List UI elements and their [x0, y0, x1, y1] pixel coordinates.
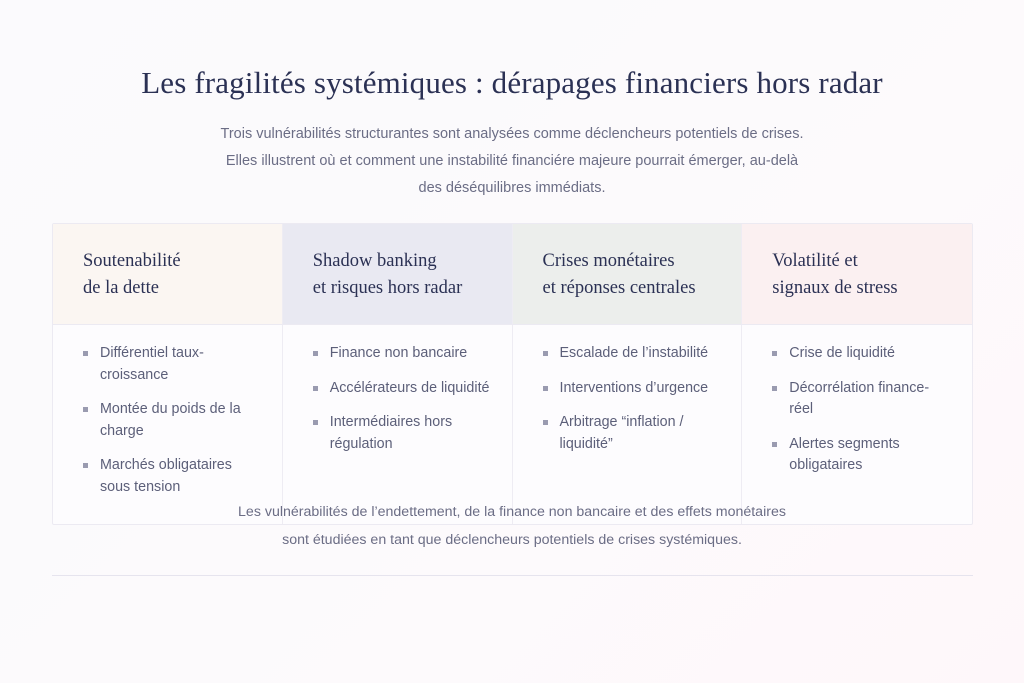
subtitle	[0, 121, 1024, 202]
column-header-2	[283, 224, 512, 324]
column-header-3	[513, 224, 742, 324]
bottom-divider	[52, 575, 973, 576]
bullet-list-3	[543, 343, 722, 455]
list-item: Intermédiaires hors régulation	[313, 412, 492, 455]
list-item: Décorrélation finance-réel	[772, 378, 952, 421]
column-header-1-line-2: de la dette	[83, 278, 160, 298]
table-column-3	[513, 224, 743, 324]
list-item: Alertes segments obligataires	[772, 434, 952, 477]
column-body-1	[53, 325, 282, 524]
list-item: Finance non bancaire	[313, 343, 492, 365]
table-body-column-3	[513, 325, 743, 524]
column-body-3	[513, 325, 742, 493]
list-item: Marchés obligataires sous tension	[83, 455, 262, 498]
subtitle-line-2: Elles illustrent où et comment une instabilité financiére majeure pourrait émerger, au-delà	[225, 153, 799, 169]
column-body-2	[283, 325, 512, 493]
footer-line-1: Les vulnérabilités de l’endettement, de la finance non bancaire et des effets monétaires	[238, 504, 786, 520]
column-header-3-line-1: Crises monétaires	[542, 251, 675, 271]
column-header-4-line-1: Volatilité et	[772, 251, 858, 271]
list-item: Accélérateurs de liquidité	[313, 378, 492, 400]
comparison-table	[52, 223, 973, 525]
table-header-row	[53, 224, 972, 325]
table-body-row	[53, 325, 972, 524]
list-item: Crise de liquidité	[772, 343, 952, 365]
list-item: Montée du poids de la charge	[83, 399, 262, 442]
table-body-column-4	[742, 325, 972, 524]
table-body-column-1	[53, 325, 283, 524]
list-item: Escalade de l’instabilité	[543, 343, 722, 365]
bullet-list-2	[313, 343, 492, 455]
footer-note	[0, 498, 1024, 554]
list-item: Interventions d’urgence	[543, 378, 722, 400]
column-header-3-line-2: et réponses centrales	[542, 278, 696, 298]
list-item: Différentiel taux-croissance	[83, 343, 262, 386]
column-header-4	[742, 224, 972, 324]
table-column-2	[283, 224, 513, 324]
column-body-4	[742, 325, 972, 503]
column-header-2-line-2: et risques hors radar	[312, 278, 463, 298]
table-column-1	[53, 224, 283, 324]
subtitle-line-1: Trois vulnérabilités structurantes sont analysées comme déclencheurs potentiels de crises.	[220, 126, 804, 142]
table-body-column-2	[283, 325, 513, 524]
footer-line-2: sont étudiées en tant que déclencheurs potentiels de crises systémiques.	[282, 532, 742, 548]
table-column-4	[742, 224, 972, 324]
column-header-2-line-1: Shadow banking	[312, 251, 437, 271]
bullet-list-1	[83, 343, 262, 498]
subtitle-line-3: des déséquilibres immédiats.	[418, 180, 606, 196]
page-title: Les fragilités systémiques : dérapages financiers hors radar	[141, 65, 883, 100]
column-header-1	[53, 224, 282, 324]
list-item: Arbitrage “inflation / liquidité”	[543, 412, 722, 455]
column-header-1-line-1: Soutenabilité	[83, 251, 181, 271]
bullet-list-4	[772, 343, 952, 477]
column-header-4-line-2: signaux de stress	[772, 278, 898, 298]
